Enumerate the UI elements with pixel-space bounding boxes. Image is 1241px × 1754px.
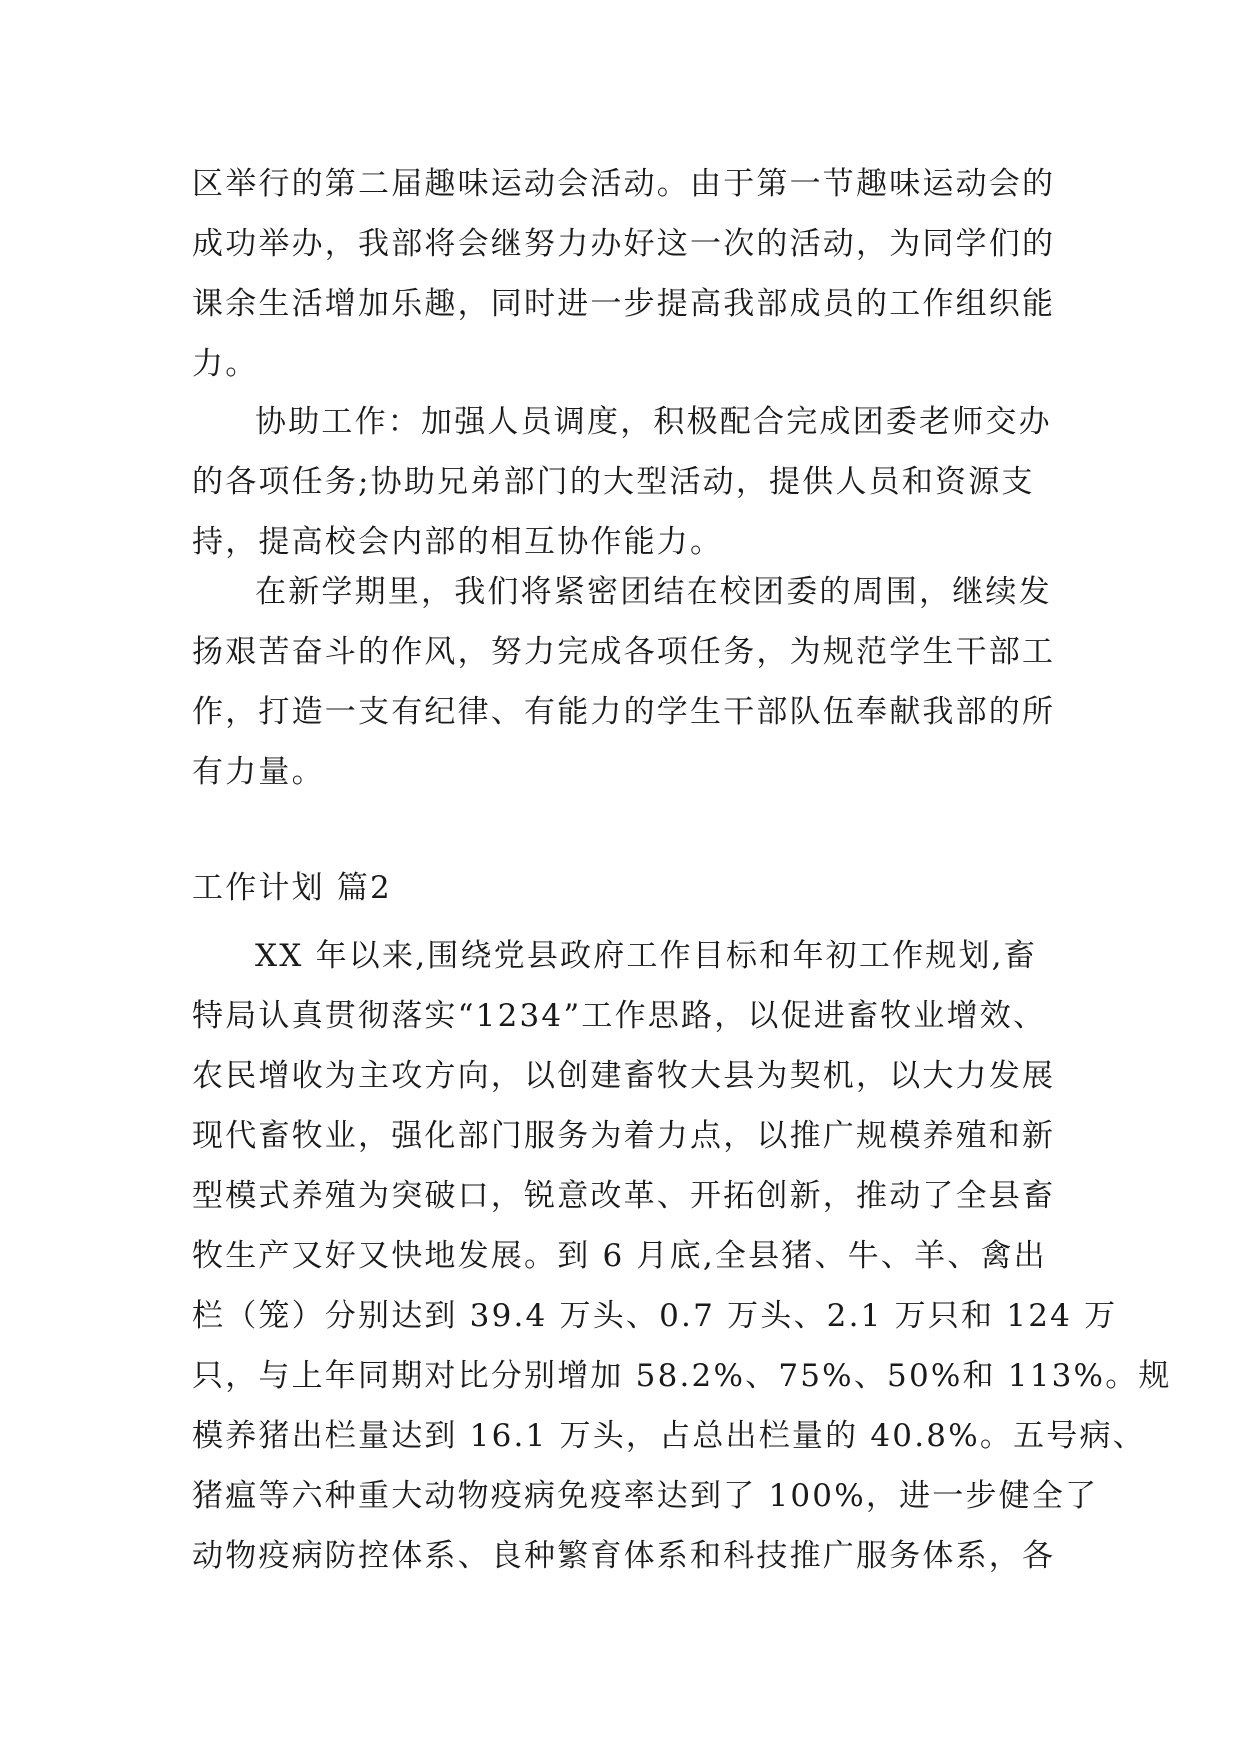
text-line: 现代畜牧业，强化部门服务为着力点，以推广规模养殖和新	[192, 1118, 1056, 1154]
paragraph-animal-husbandry	[192, 926, 1172, 1586]
text-line: 有力量。	[192, 754, 325, 790]
paragraph-activity	[192, 154, 1062, 394]
paragraph-new-semester	[192, 562, 1062, 802]
text-line: 只，与上年同期对比分别增加 58.2%、75%、50%和 113%。规	[192, 1358, 1172, 1394]
text-line: 的各项任务;协助兄弟部门的大型活动，提供人员和资源支	[192, 464, 1035, 500]
text-line: 力。	[192, 346, 259, 382]
text-line: 扬艰苦奋斗的作风，努力完成各项任务，为规范学生干部工	[192, 634, 1056, 670]
text-line: 在新学期里，我们将紧密团结在校团委的周围，继续发	[255, 574, 1052, 610]
text-line: 课余生活增加乐趣，同时进一步提高我部成员的工作组织能	[192, 286, 1056, 322]
paragraph-assist-work	[192, 392, 1062, 572]
text-line: 型模式养殖为突破口，锐意改革、开拓创新，推动了全县畜	[192, 1178, 1056, 1214]
section-heading: 工作计划 篇2	[192, 870, 392, 906]
text-line: 栏（笼）分别达到 39.4 万头、0.7 万头、2.1 万只和 124 万	[192, 1298, 1118, 1334]
text-line: 成功举办，我部将会继努力办好这一次的活动，为同学们的	[192, 226, 1056, 262]
text-line: XX 年以来,围绕党县政府工作目标和年初工作规划,畜	[255, 938, 1037, 974]
text-line: 持，提高校会内部的相互协作能力。	[192, 524, 724, 560]
text-line: 作，打造一支有纪律、有能力的学生干部队伍奉献我部的所	[192, 694, 1056, 730]
text-line: 猪瘟等六种重大动物疫病免疫率达到了 100%，进一步健全了	[192, 1478, 1099, 1514]
text-line: 协助工作：加强人员调度，积极配合完成团委老师交办	[255, 404, 1052, 440]
text-line: 牧生产又好又快地发展。到 6 月底,全县猪、牛、羊、禽出	[192, 1238, 1047, 1274]
text-line: 农民增收为主攻方向，以创建畜牧大县为契机，以大力发展	[192, 1058, 1056, 1094]
text-line: 特局认真贯彻落实“1234”工作思路，以促进畜牧业增效、	[192, 998, 1047, 1034]
text-line: 动物疫病防控体系、良种繁育体系和科技推广服务体系，各	[192, 1538, 1056, 1574]
text-line: 模养猪出栏量达到 16.1 万头，占总出栏量的 40.8%。五号病、	[192, 1418, 1146, 1454]
text-line: 区举行的第二届趣味运动会活动。由于第一节趣味运动会的	[192, 166, 1056, 202]
